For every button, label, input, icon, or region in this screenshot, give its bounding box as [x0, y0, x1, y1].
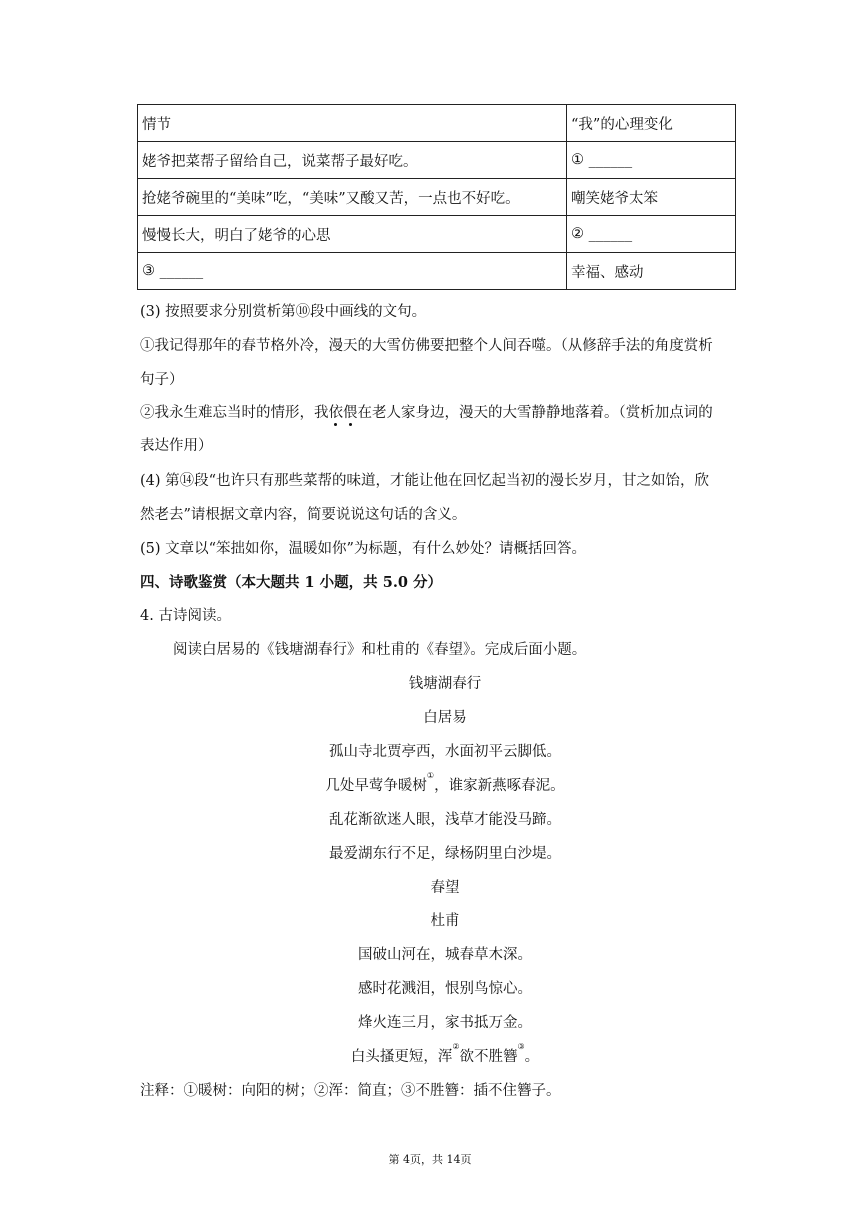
section-heading: 四、诗歌鉴赏（本大题共 1 小题，共 5.0 分）: [140, 574, 443, 591]
table-row: [138, 179, 736, 216]
question-5: (5) 文章以“笨拙如你，温暖如你”为标题，有什么妙处？请概括回答。: [140, 541, 586, 557]
table-cell: ① ______: [567, 142, 736, 179]
table-header-cell: “我”的心理变化: [567, 105, 736, 142]
poem-line: 乱花渐欲迷人眼，浅草才能没马蹄。: [329, 812, 561, 828]
poem-text: ，谁家新燕啄春泥。: [434, 778, 565, 794]
question-4-label: 4. 古诗阅读。: [140, 608, 231, 624]
question-intro: 阅读白居易的《钱塘湖春行》和杜甫的《春望》。完成后面小题。: [173, 642, 587, 658]
sentence-text: ②我永生难忘当时的情形，我: [140, 405, 329, 421]
poem-line: 烽火连三月，家书抵万金。: [358, 1015, 532, 1031]
footnote-marker: ②: [452, 1042, 460, 1051]
poem-line: 国破山河在，城春草木深。: [358, 947, 532, 963]
table-row: [138, 253, 736, 290]
poem-line: 最爱湖东行不足，绿杨阴里白沙堤。: [329, 846, 561, 862]
poem-author: 白居易: [423, 710, 467, 726]
table-header-cell: 情节: [138, 105, 567, 142]
emphasis-dotted-char: 偎: [343, 405, 358, 421]
poem-author: 杜甫: [430, 913, 460, 929]
table-cell: 抢姥爷碗里的“美味”吃，“美味”又酸又苦，一点也不好吃。: [138, 179, 567, 216]
poem-title: 钱塘湖春行: [408, 676, 482, 692]
table-row: [138, 142, 736, 179]
question-3-sentence-1: ①我记得那年的春节格外冷，漫天的大雪仿佛要把整个人间吞噬。（从修辞手法的角度赏析: [140, 338, 713, 354]
table-row: [138, 216, 736, 253]
footnote-marker: ③: [517, 1042, 525, 1051]
poem-line: 感时花溅泪，恨别鸟惊心。: [358, 981, 532, 997]
sentence-text: 在老人家身边，漫天的大雪静静地落着。（赏析加点词的: [357, 405, 713, 421]
annotation-notes: 注释：①暖树：向阳的树；②浑：简直；③不胜簪：插不住簪子。: [140, 1083, 561, 1099]
question-3-title: (3) 按照要求分别赏析第⑩段中画线的文句。: [140, 304, 427, 320]
poem-text: 几处早莺争暖树: [325, 778, 427, 794]
table-cell: ③ ______: [138, 253, 567, 290]
poem-line: 孤山寺北贾亭西，水面初平云脚低。: [329, 744, 561, 760]
poem-line: [140, 1042, 750, 1066]
poem-title: 春望: [430, 880, 460, 896]
footnote-marker: ①: [426, 771, 435, 780]
plot-emotion-table: [137, 104, 736, 290]
question-4-line-2: 然老去”请根据文章内容，简要说说这句话的含义。: [140, 507, 467, 523]
question-4-line-1: (4) 第⑭段“也许只有那些菜帮的味道，才能让他在回忆起当初的漫长岁月，甘之如饴，欣: [140, 473, 710, 489]
table-header-row: [138, 105, 736, 142]
poem-text: 。: [524, 1049, 540, 1065]
table-cell: ② ______: [567, 216, 736, 253]
emphasis-dotted-char: 依: [328, 405, 343, 421]
question-3-sentence-2-cont: 表达作用）: [140, 438, 213, 454]
question-3-sentence-1-cont: 句子）: [140, 372, 184, 388]
page-footer: 第 4页，共 14页: [388, 1153, 472, 1166]
table-cell: 慢慢长大，明白了姥爷的心思: [138, 216, 567, 253]
table-cell: 姥爷把菜帮子留给自己，说菜帮子最好吃。: [138, 142, 567, 179]
question-3-sentence-2: [140, 401, 750, 422]
poem-line: [140, 771, 750, 795]
table-cell: 嘲笑姥爷太笨: [567, 179, 736, 216]
poem-text: 白头搔更短，浑: [350, 1049, 453, 1065]
table-cell: 幸福、感动: [567, 253, 736, 290]
poem-text: 欲不胜簪: [459, 1049, 518, 1065]
